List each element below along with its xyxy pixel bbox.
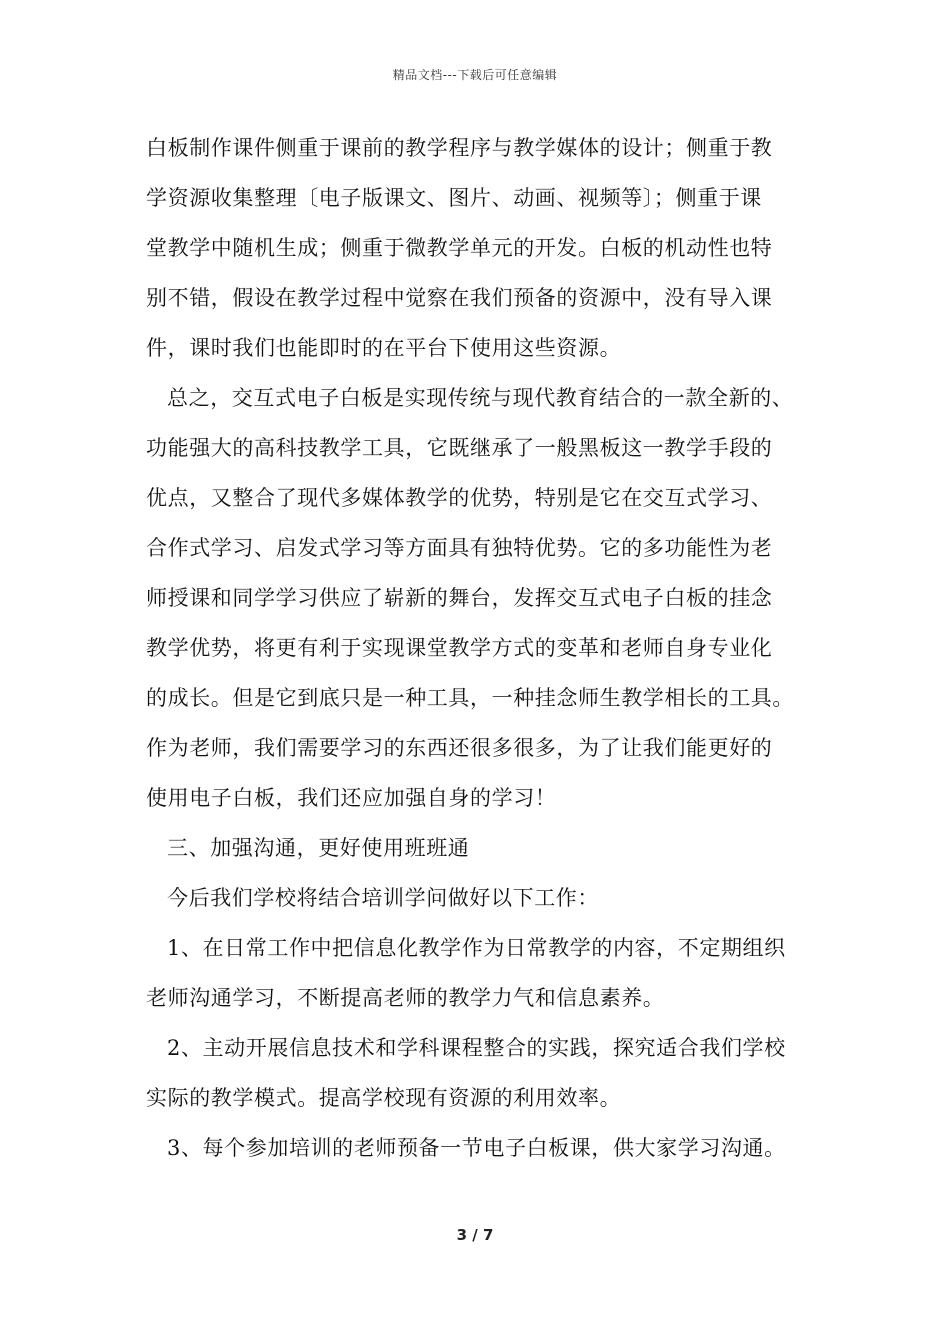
- page-header: 精品文档---下载后可任意编辑: [392, 68, 558, 82]
- list-item-1-second-line: 老师沟通学习，不断提高老师的教学力气和信息素养。: [146, 986, 665, 1010]
- list-item-1-first-line: 1、在日常工作中把信息化教学作为日常教学的内容，不定期组织: [167, 936, 786, 960]
- text-line: 合作式学习、启发式学习等方面具有独特优势。它的多功能性为老: [146, 536, 773, 560]
- paragraph-first-line: 总之，交互式电子白板是实现传统与现代教育结合的一款全新的、: [167, 386, 794, 410]
- section-heading: 三、加强沟通，更好使用班班通: [167, 836, 470, 860]
- document-body: [146, 123, 826, 1173]
- page-number: 3 / 7: [456, 1226, 494, 1244]
- text-line: 作为老师，我们需要学习的东西还很多很多，为了让我们能更好的: [146, 736, 773, 760]
- text-line: 别不错，假设在教学过程中觉察在我们预备的资源中，没有导入课: [146, 286, 773, 310]
- text-line: 学资源收集整理〔电子版课文、图片、动画、视频等〕；侧重于课: [146, 186, 762, 210]
- text-line: 件，课时我们也能即时的在平台下使用这些资源。: [146, 336, 622, 360]
- text-line: 堂教学中随机生成；侧重于微教学单元的开发。白板的机动性也特: [146, 236, 773, 260]
- list-item-2-second-line: 实际的教学模式。提高学校现有资源的利用效率。: [146, 1086, 622, 1110]
- list-item-3: 3、每个参加培训的老师预备一节电子白板课，供大家学习沟通。: [167, 1136, 786, 1160]
- text-line: 功能强大的高科技教学工具，它既继承了一般黑板这一教学手段的: [146, 436, 773, 460]
- text-line: 白板制作课件侧重于课前的教学程序与教学媒体的设计；侧重于教: [146, 136, 773, 160]
- list-item-2-first-line: 2、主动开展信息技术和学科课程整合的实践，探究适合我们学校: [167, 1036, 786, 1060]
- text-line: 优点，又整合了现代多媒体教学的优势，特别是它在交互式学习、: [146, 486, 773, 510]
- text-line: 教学优势，将更有利于实现课堂教学方式的变革和老师自身专业化: [146, 636, 773, 660]
- paragraph-first-line: 今后我们学校将结合培训学问做好以下工作：: [167, 886, 599, 910]
- text-line: 的成长。但是它到底只是一种工具，一种挂念师生教学相长的工具。: [146, 686, 794, 710]
- text-line: 师授课和同学学习供应了崭新的舞台，发挥交互式电子白板的挂念: [146, 586, 773, 610]
- text-line: 使用电子白板，我们还应加强自身的学习！: [146, 786, 557, 810]
